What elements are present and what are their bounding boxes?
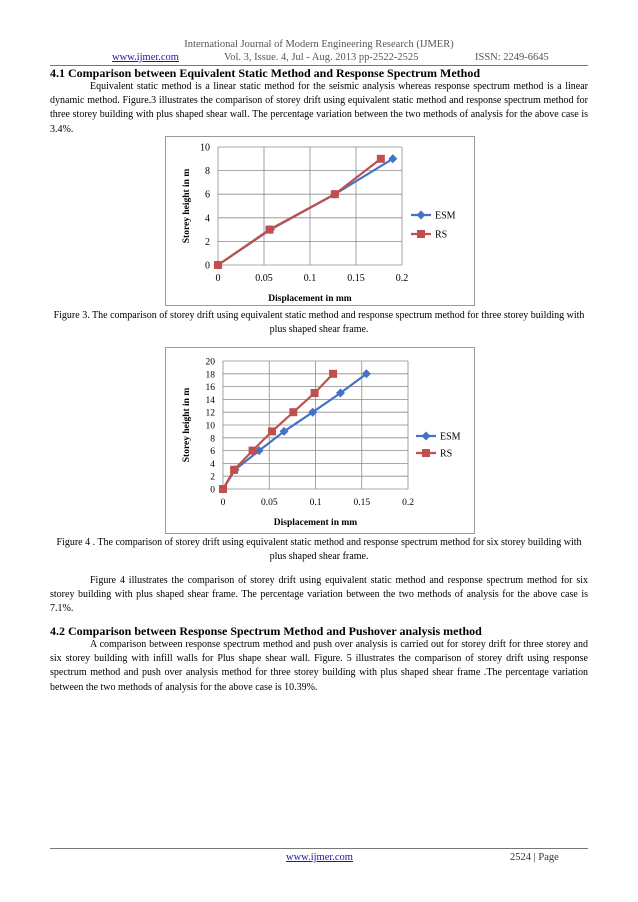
series-line-esm xyxy=(218,159,393,265)
x-tick-label: 0.15 xyxy=(353,498,371,508)
legend-marker-esm xyxy=(422,432,431,441)
y-tick-label: 16 xyxy=(205,383,215,394)
section-4-1-paragraph: Equivalent static method is a linear static method for the seismic analysis whereas response spectrum method is a linear dynamic method. Figure.3 illustrates the comparison of storey drift using equivalent static method and response spectrum method for three storey building with plus shaped shear wall. The percentage variation between the two methods of analysis for the above case is 3.4%. xyxy=(50,81,588,135)
x-axis-label: Displacement in mm xyxy=(268,294,352,304)
figure-4-plot xyxy=(166,348,474,533)
section-4-1-heading: 4.1 Comparison between Equivalent Static Method and Response Spectrum Method xyxy=(50,66,481,80)
data-point-rs xyxy=(329,370,337,378)
y-tick-label: 2 xyxy=(205,236,210,248)
x-tick-label: 0.05 xyxy=(260,498,278,508)
x-tick-label: 0.1 xyxy=(309,498,322,508)
header-website-link[interactable]: www.ijmer.com xyxy=(112,52,179,63)
page-number: 2524 | Page xyxy=(510,852,559,863)
x-tick-label: 0.15 xyxy=(347,273,365,284)
data-point-rs xyxy=(289,408,297,416)
data-point-rs xyxy=(331,190,339,198)
data-point-rs xyxy=(377,155,385,163)
figure-4-chart xyxy=(165,347,475,534)
y-tick-label: 10 xyxy=(200,142,210,154)
data-point-rs xyxy=(268,427,276,435)
y-axis-label: Storey height in m xyxy=(182,168,192,244)
y-tick-label: 14 xyxy=(205,395,215,406)
x-axis-label: Displacement in mm xyxy=(273,518,358,528)
y-tick-label: 10 xyxy=(205,421,215,432)
data-point-rs xyxy=(219,485,227,493)
x-tick-label: 0.05 xyxy=(255,273,273,284)
figure-4-caption: Figure 4 . The comparison of storey drift using equivalent static method and response spectrum method for six storey building with plus shaped shear frame. xyxy=(56,537,582,562)
section-4-2-paragraph: A comparison between response spectrum method and push over analysis is carried out for storey drift for three storey and six storey building with infill walls for Plus shape shear wall. Figure. 5 illustrates the comparison of storey drift using response spectrum method and push over analysis method for three storey building with plus shaped shear frame .The percentage variation between the two methods of analysis for the above case is 10.39%. xyxy=(50,639,588,693)
data-point-rs xyxy=(249,447,257,455)
page-header xyxy=(0,38,638,64)
x-tick-label: 0 xyxy=(220,498,226,508)
legend-marker-rs xyxy=(417,230,425,238)
header-issue: Vol. 3, Issue. 4, Jul - Aug. 2013 pp-2522-2525 xyxy=(224,52,419,63)
y-tick-label: 0 xyxy=(210,485,215,496)
y-tick-label: 12 xyxy=(205,408,215,419)
figure-3-caption: Figure 3. The comparison of storey drift using equivalent static method and response spectrum method for three storey building with plus shaped shear frame. xyxy=(53,310,585,335)
legend-marker-esm xyxy=(417,211,426,220)
data-point-rs xyxy=(214,261,222,269)
figure-3-plot xyxy=(166,137,474,305)
y-tick-label: 6 xyxy=(205,189,210,201)
y-axis-label: Storey height in m xyxy=(182,387,192,463)
legend-label-esm: ESM xyxy=(435,210,456,222)
journal-title: International Journal of Modern Engineering Research (IJMER) xyxy=(184,39,454,50)
footer-website-link[interactable]: www.ijmer.com xyxy=(286,852,353,863)
header-issn: ISSN: 2249-6645 xyxy=(475,52,549,63)
legend-label-rs: RS xyxy=(435,229,448,241)
y-tick-label: 8 xyxy=(205,166,210,178)
y-tick-label: 0 xyxy=(205,260,210,272)
figure-4-paragraph: Figure 4 illustrates the comparison of storey drift using equivalent static method and response spectrum method for six storey building with plus shaped shear frame. The percentage variation between the two methods of analysis for the above case is 7.1%. xyxy=(50,575,588,615)
figure-3-chart xyxy=(165,136,475,306)
y-tick-label: 8 xyxy=(210,434,215,445)
x-tick-label: 0.1 xyxy=(303,273,317,284)
y-tick-label: 2 xyxy=(210,472,215,483)
data-point-rs xyxy=(230,466,238,474)
legend-label-esm: ESM xyxy=(440,431,461,443)
y-tick-label: 4 xyxy=(210,459,215,470)
legend-marker-rs xyxy=(422,449,430,457)
y-tick-label: 6 xyxy=(210,447,215,458)
series-line-esm xyxy=(223,374,366,489)
footer-rule xyxy=(50,848,588,849)
x-tick-label: 0 xyxy=(215,273,221,284)
x-tick-label: 0.2 xyxy=(395,273,409,284)
y-tick-label: 4 xyxy=(205,213,210,225)
legend-label-rs: RS xyxy=(440,448,453,460)
data-point-rs xyxy=(311,389,319,397)
y-tick-label: 20 xyxy=(205,357,215,368)
section-4-2-heading: 4.2 Comparison between Response Spectrum Method and Pushover analysis method xyxy=(50,624,482,638)
data-point-rs xyxy=(266,226,274,234)
y-tick-label: 18 xyxy=(205,370,215,381)
x-tick-label: 0.2 xyxy=(402,498,414,508)
